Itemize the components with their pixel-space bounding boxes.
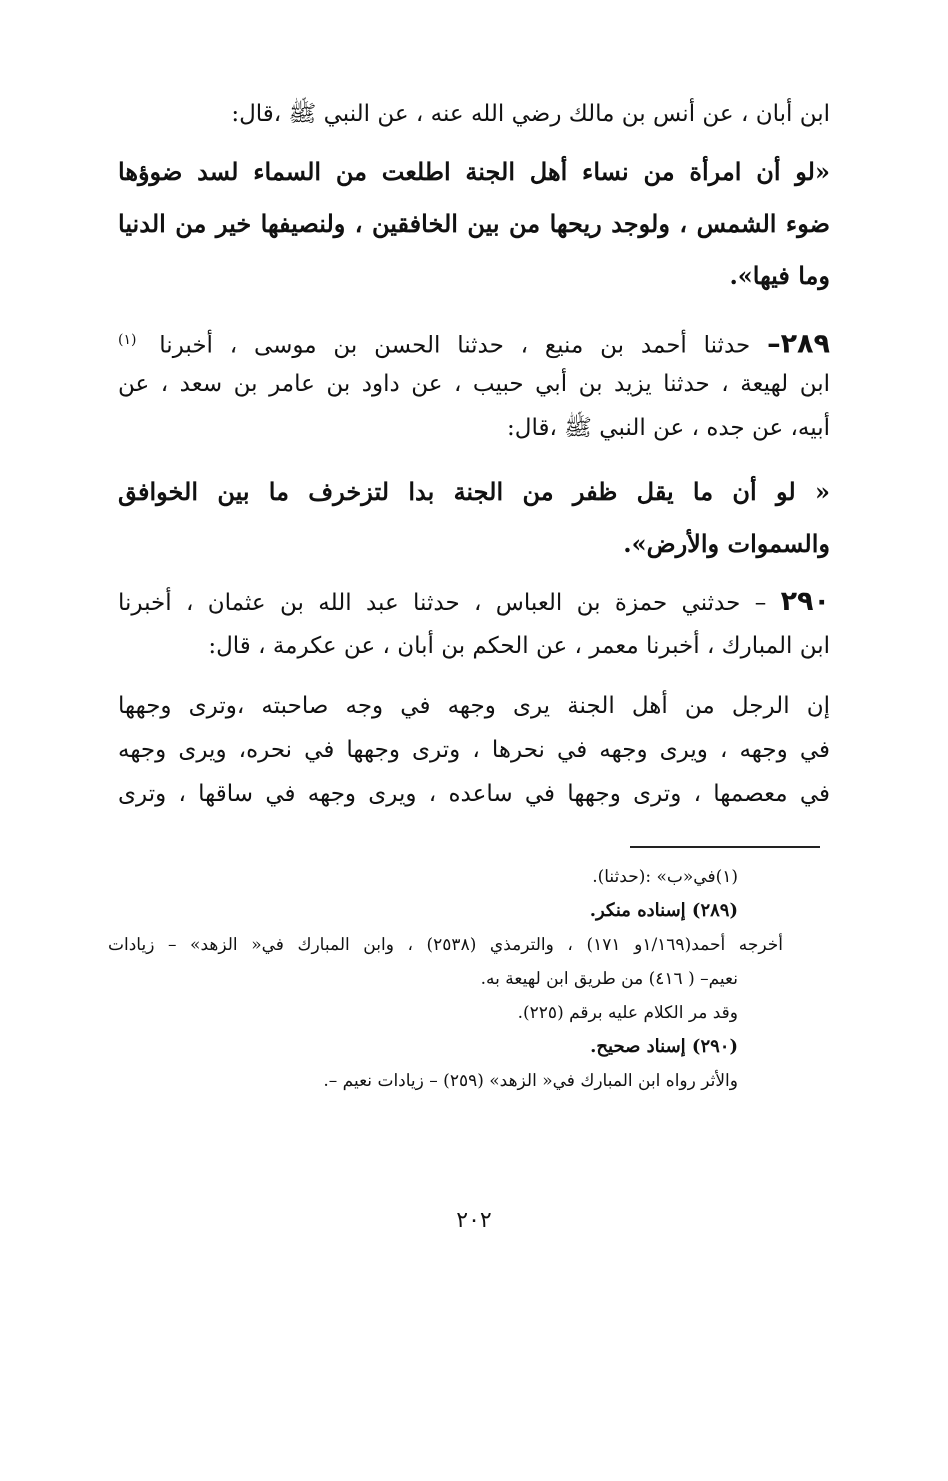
footnote-title: (٢٩٠) إسناد صحيح. — [590, 1036, 738, 1057]
quote-line: ضوء الشمس ، ولوجد ريحها من بين الخافقين ، ولنصيفها خير من الدنيا — [118, 209, 830, 238]
text-line: إن الرجل من أهل الجنة يرى وجهه في وجه صاحبته ،وترى وجهها — [118, 693, 830, 719]
footnote: نعيم– ( ٤١٦) من طريق ابن لهيعة به. — [480, 969, 738, 989]
hadith-text: حدثنا أحمد بن منيع ، حدثنا الحسن بن موسى ، أخبرنا — [159, 332, 751, 359]
quote-line: «لو أن امرأة من نساء أهل الجنة اطلعت من السماء لسد ضوؤها — [118, 157, 830, 186]
text-line: ابن لهيعة ، حدثنا يزيد بن أبي حبيب ، عن داود بن عامر بن سعد ، عن — [118, 371, 830, 397]
text-line: ابن المبارك ، أخبرنا معمر ، عن الحكم بن أبان ، عن عكرمة ، قال: — [208, 633, 830, 659]
footnotes — [108, 860, 783, 1098]
hadith-289-line — [118, 318, 830, 362]
text-line: في وجهه ، ويرى وجهه في نحرها ، وترى وجهها في نحره، ويرى وجهه — [118, 737, 830, 763]
hadith-290-line — [118, 580, 830, 624]
text-line: أبيه، عن جده ، عن النبي ﷺ ،قال: — [506, 415, 830, 441]
page-number: ٢٠٢ — [456, 1208, 492, 1233]
footnote: وقد مر الكلام عليه برقم (٢٢٥). — [517, 1003, 738, 1023]
footnote-divider — [630, 846, 820, 848]
hadith-text: – حدثني حمزة بن العباس ، حدثنا عبد الله بن عثمان ، أخبرنا — [118, 590, 767, 616]
hadith-number: ٢٩٠ — [780, 586, 830, 617]
hadith-number: ٢٨٩– — [767, 328, 830, 360]
quote-line: وما فيها». — [729, 261, 830, 290]
text-line: ابن أبان ، عن أنس بن مالك رضي الله عنه ، عن النبي ﷺ ،قال: — [231, 101, 830, 127]
footnote: أخرجه أحمد(١/١٦٩و ١٧١) ، والترمذي (٢٥٣٨) ، وابن المبارك في« الزهد» – زيادات — [108, 935, 783, 955]
main-text — [118, 92, 830, 816]
quote-line: والسموات والأرض». — [623, 529, 830, 558]
quote-line: « لو أن ما يقل ظفر من الجنة بدا لتزخرف ما بين الخوافق — [118, 477, 830, 506]
footnote: (١)في«ب» :(حدثنا). — [592, 867, 738, 887]
text-line: في معصمها ، وترى وجهها في ساعده ، ويرى وجهه في ساقها ، وترى — [118, 781, 830, 807]
footnote-title: (٢٨٩) إسناده منكر. — [589, 900, 738, 921]
footnote: والأثر رواه ابن المبارك في« الزهد» (٢٥٩) – زيادات نعيم –. — [323, 1071, 738, 1091]
footnote-marker: (١) — [118, 332, 137, 348]
